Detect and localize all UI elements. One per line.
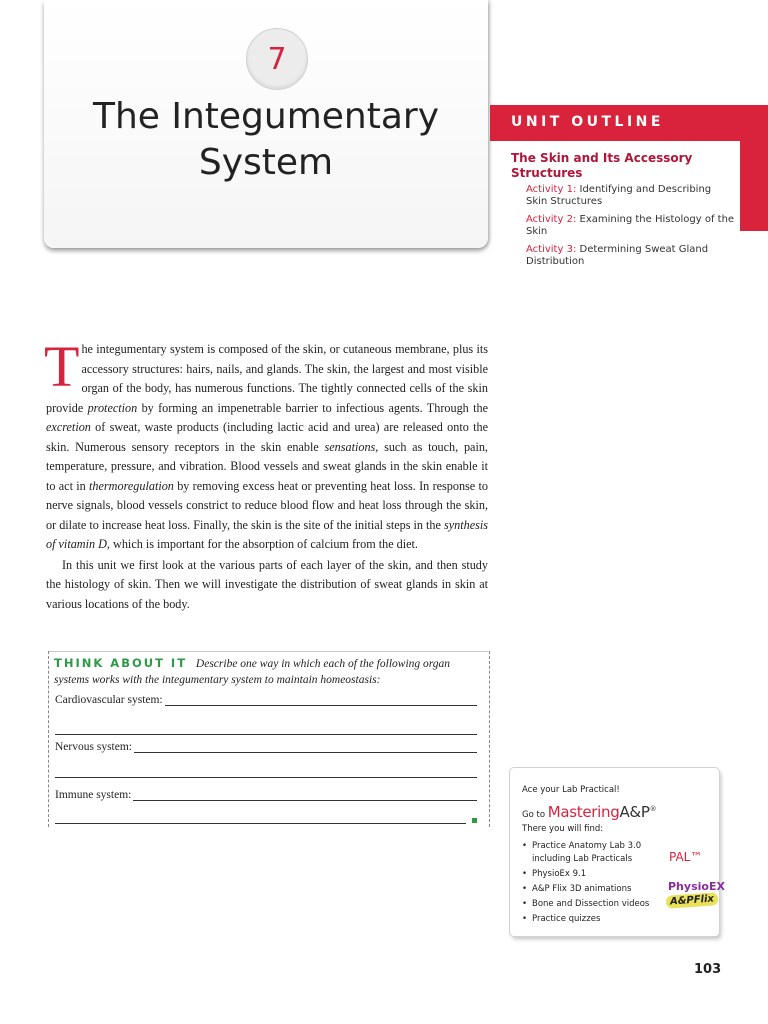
apflix-logo: A&PFlix xyxy=(666,892,719,909)
activity-text: Examining the Histology of the Skin xyxy=(526,214,735,237)
activity-text: Determining Sweat Gland Distribution xyxy=(526,244,709,267)
unit-outline-side-bar xyxy=(740,105,768,231)
end-of-box-marker xyxy=(472,818,477,823)
emphasis-sensations: sensations xyxy=(324,439,376,454)
chapter-title-line1: The Integumentary xyxy=(92,96,440,137)
promo-find: There you will find: xyxy=(522,824,604,834)
unit-outline-label: UNIT OUTLINE xyxy=(511,114,664,130)
activity-label: Activity 2: xyxy=(526,214,577,225)
unit-outline xyxy=(511,151,735,274)
think-about-it-header xyxy=(54,655,484,688)
answer-line[interactable] xyxy=(55,823,466,824)
brand-mastering: Mastering xyxy=(547,803,620,821)
emphasis-excretion: excretion xyxy=(46,420,91,434)
physioex-logo: PhysioEX xyxy=(668,880,725,893)
text-run: , such as touch, pain, temperature, pressure, and vibration. Blood vessels and sweat glands in the skin enable it to act in xyxy=(46,439,488,493)
text-run: by forming an impenetrable barrier to infectious agents. Through the xyxy=(137,400,488,415)
pal-logo: PAL™ xyxy=(669,850,703,864)
promo-headline: Ace your Lab Practical! xyxy=(522,785,620,795)
chapter-title xyxy=(44,94,488,186)
promo-content xyxy=(522,784,725,926)
emphasis-thermoregulation: thermoregulation xyxy=(89,478,174,493)
outline-activity-2[interactable] xyxy=(526,214,735,238)
promo-item: • Practice quizzes xyxy=(522,913,712,926)
text-run: by removing excess heat or preventing heat loss. In response to nerve signals, blood vessels constrict to reduce blood flow and heat loss through the skin, or dilate to increase heat loss. Finally, the skin is the site of the initial steps in the xyxy=(46,478,488,532)
promo-goto: Go to xyxy=(522,810,546,820)
text-run: of sweat, waste products (including lactic acid and urea) are released onto the skin. Numerous sensory receptors in the skin enable xyxy=(46,420,488,454)
question-label: Cardiovascular system: xyxy=(55,694,163,706)
promo-item: • Bone and Dissection videos xyxy=(522,898,712,911)
mastering-ap-link[interactable] xyxy=(548,803,657,821)
think-about-it-prompt: Describe one way in which each of the following organ systems works with the integumentary system to maintain homeostasis: xyxy=(54,658,451,686)
text-run: which is important for the absorption of calcium from the diet. xyxy=(109,537,418,551)
question-label: Immune system: xyxy=(55,789,132,801)
cardiovascular-answer-field[interactable] xyxy=(55,694,477,706)
promo-item: • PhysioEx 9.1 xyxy=(522,868,712,881)
immune-answer-field[interactable] xyxy=(55,789,477,801)
brand-registered-mark: ® xyxy=(649,805,657,813)
outline-activity-3[interactable] xyxy=(526,244,735,268)
text-run: he integumentary system is composed of the skin, or cutaneous membrane, plus its accessory structures: hairs, nails, and glands. The skin, the largest and most visible organ of the body, has numerous functions. The tightly connected cells of the skin provide xyxy=(46,342,488,415)
outline-section-title: The Skin and Its Accessory Structures xyxy=(511,151,693,180)
chapter-title-line2: System xyxy=(198,142,334,183)
promo-item: • Practice Anatomy Lab 3.0 including Lab Practicals xyxy=(522,840,652,866)
question-label: Nervous system: xyxy=(55,741,132,753)
activity-label: Activity 1: xyxy=(526,184,577,195)
answer-line[interactable] xyxy=(134,743,477,753)
nervous-answer-field[interactable] xyxy=(55,741,477,753)
drop-cap: T xyxy=(44,334,80,399)
activity-text: Identifying and Describing Skin Structures xyxy=(526,184,712,207)
answer-line[interactable] xyxy=(55,777,477,778)
answer-line[interactable] xyxy=(165,696,477,706)
chapter-number-badge: 7 xyxy=(246,28,308,90)
outline-activity-1[interactable] xyxy=(526,184,735,208)
page-number: 103 xyxy=(694,962,722,977)
mastering-ap-promo[interactable] xyxy=(510,768,725,936)
intro-text xyxy=(44,334,488,614)
answer-line[interactable] xyxy=(133,791,477,801)
brand-ap: A&P xyxy=(619,803,650,821)
activity-label: Activity 3: xyxy=(526,244,577,255)
promo-goto-line xyxy=(522,803,712,822)
emphasis-protection: protection xyxy=(87,400,138,415)
emphasis-vitamin-d: synthesis of vitamin D, xyxy=(46,517,488,551)
promo-item: • A&P Flix 3D animations xyxy=(522,883,712,896)
answer-line[interactable] xyxy=(55,734,477,735)
think-about-it-label: THINK ABOUT IT xyxy=(54,656,188,670)
intro-paragraph-1 xyxy=(44,334,488,555)
intro-paragraph-2: In this unit we first look at the various parts of each layer of the skin, and then study the histology of skin. Then we will investigate the distribution of sweat glands in skin at various locations of the body. xyxy=(46,557,488,611)
